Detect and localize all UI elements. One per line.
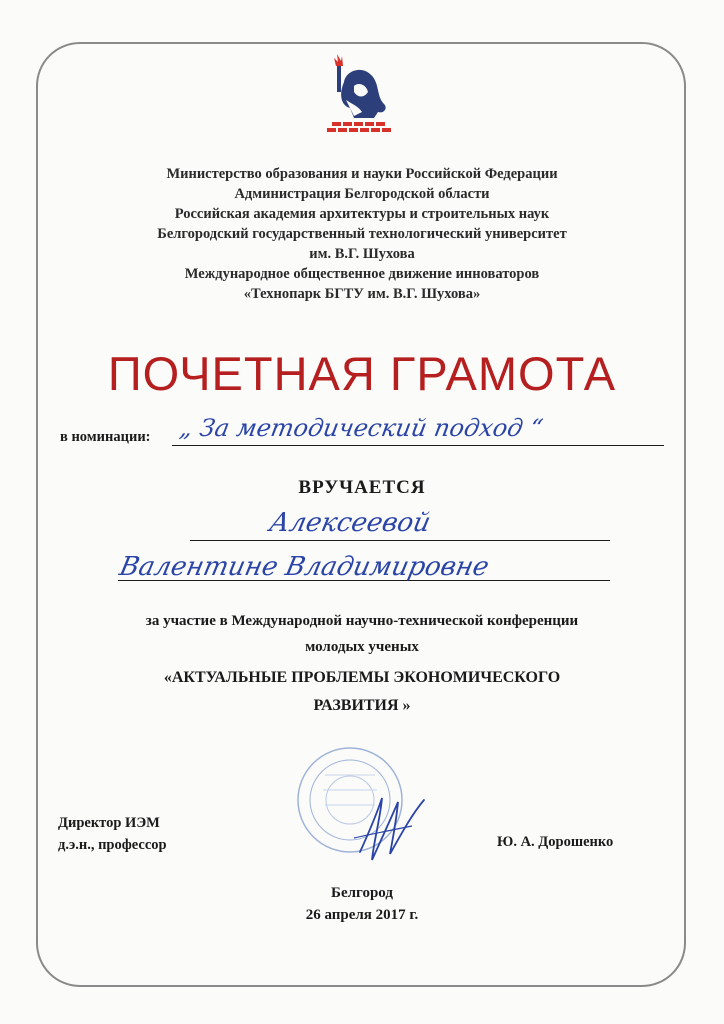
nomination-label: в номинации: — [60, 429, 151, 445]
reason-line-1: за участие в Международной научно-технической конференции — [145, 613, 579, 629]
handwritten-signature-icon — [352, 790, 432, 868]
director-block — [58, 812, 167, 856]
director-name: Ю. А. Дорошенко — [497, 834, 614, 850]
recipient-surname-underline — [190, 540, 610, 541]
lion-with-torch-logo-icon — [324, 52, 394, 136]
org-line-administration: Администрация Белгородской области — [234, 186, 490, 202]
footer-date: 26 апреля 2017 г. — [305, 907, 419, 923]
org-line-university: Белгородский государственный технологический университет — [157, 226, 567, 242]
director-degree: д.э.н., профессор — [58, 837, 167, 853]
org-line-technopark: «Технопарк БГТУ им. В.Г. Шухова» — [243, 286, 481, 302]
org-line-movement: Международное общественное движение инноваторов — [184, 266, 540, 282]
certificate-title: ПОЧЕТНАЯ ГРАМОТА — [107, 347, 617, 400]
conference-title-line-1: «АКТУАЛЬНЫЕ ПРОБЛЕМЫ ЭКОНОМИЧЕСКОГО — [163, 669, 561, 686]
presents-label: ВРУЧАЕТСЯ — [298, 477, 426, 498]
org-line-university-name: им. В.Г. Шухова — [309, 246, 415, 262]
recipient-surname-handwritten: Алексеевой — [266, 508, 434, 538]
nomination-handwritten: „ За методический подход “ — [177, 414, 546, 442]
director-title: Директор ИЭМ — [58, 815, 160, 831]
footer-city: Белгород — [331, 885, 393, 901]
reason-line-2: молодых ученых — [305, 639, 419, 655]
conference-title-line-2: РАЗВИТИЯ » — [313, 697, 411, 714]
org-line-ministry: Министерство образования и науки Российской Федерации — [166, 166, 558, 182]
recipient-name-handwritten: Валентине Владимировне — [116, 552, 492, 582]
nomination-underline — [172, 445, 664, 446]
footer-block — [60, 882, 664, 926]
org-line-academy: Российская академия архитектуры и строительных наук — [174, 206, 550, 222]
